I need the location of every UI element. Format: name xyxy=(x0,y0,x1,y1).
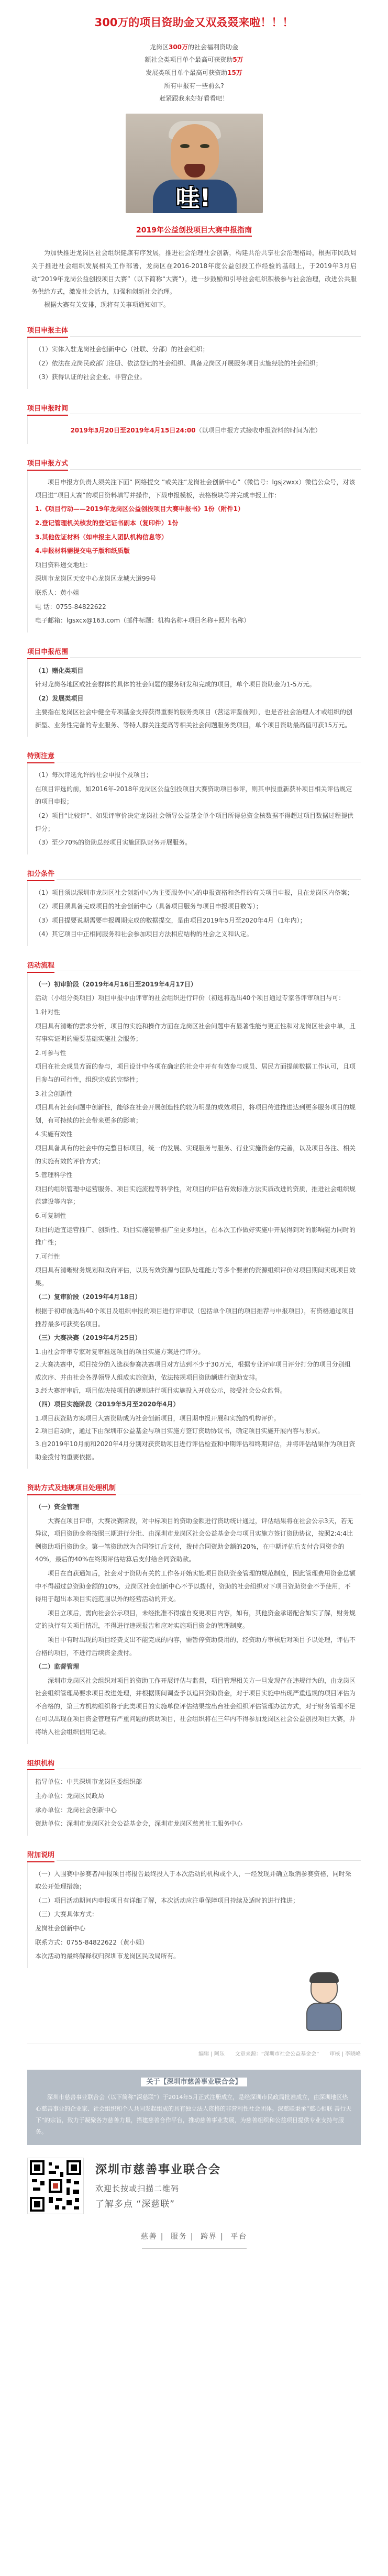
material-item: 1.《项目行动——2019年龙岗区公益创投项目大赛申报书》1份（附件1） xyxy=(35,505,245,513)
apply-date-note: （以项目申报方式接收申报资料的时间为准） xyxy=(195,426,322,434)
stage-heading: （三）大赛决赛（2019年4月25日） xyxy=(35,1334,141,1342)
qr-code-icon[interactable] xyxy=(27,2158,84,2214)
section-header xyxy=(27,459,361,471)
stage-heading: （四）项目实施阶段（2019年5月至2020年4月） xyxy=(35,1401,180,1408)
method-paragraph: 项目申报方负责人须关注下面“ 网络提交 ”或关注“龙岗社会创新中心”（微信号：lgsjzwxx）微信公众号，对该项目进“项目大赛”的项目资料填写并操作，下载申报模板，表格模块等并完成申报工作： xyxy=(35,479,356,499)
qr-org-name: 深圳市慈善事业联合会 xyxy=(95,2163,221,2177)
section-divider xyxy=(70,657,361,658)
section-body xyxy=(27,659,361,737)
funding-paragraph: 项目立项后，需向社会公示项目，未经批准不得擅自变更项目内容，如有，其他资金承诺配合如实了解，财务规定的执行有关项目情况，不得进行违规报告和应对实施项目资金的管理制度。 xyxy=(35,1609,356,1630)
sub-heading: （一）资金管理 xyxy=(35,1503,80,1511)
apply-date xyxy=(35,424,357,437)
list-item: （二）项目活动期间内申报项目有详细了解，本次活动应注重保障项目持续及适时的进行推进； xyxy=(35,1896,300,1904)
footer-tag: 跨界 xyxy=(201,2233,218,2241)
meme-eye-left xyxy=(180,144,190,148)
section-body xyxy=(27,973,361,1469)
section-divider xyxy=(57,879,361,880)
list-item: （2）项目“比较评”、如果评审价决定龙岗社会领导公益基金单个项目所得总资金核数据不得超过项目数据过程提供评分； xyxy=(35,812,354,832)
stage-heading: （一）初审阶段（2019年4月16日至2019年4月17日） xyxy=(35,980,197,988)
headline: 300万的项目资助金又双叒叕来啦！！！ xyxy=(94,16,294,29)
funding-paragraph: 深圳市龙岗区社会组织对项目的资助工作开展评估与监督，项目管理相关方一旦发现存在违规行为的，由龙岗区社会组织管理局要求项目改进处理，并根据期间调查予以追回资助资金，对于项目实施中出现严重违规的项目评估为不合格的，第三方机构组织将于此类项目的实施单位评估结果按出台社会组织评估管理办法方式，对于财务管理不足在可以出现在项目资金管理有严重问题的资助项目，社会组织将在三年内不得参加龙岗区社会公益创投项目大赛，并将纳入社会组织信用记录。 xyxy=(35,1676,356,1736)
list-item: （3）至少70%的资助总经项目实施团队财务开展服务。 xyxy=(35,839,192,847)
sub-heading: （1）赠化类项目 xyxy=(35,667,84,674)
criteria-title: 2.可参与性 xyxy=(35,1049,66,1057)
list-item: （1）每次评选允许的社会申报个及项目； xyxy=(35,771,152,779)
guide-subtitle-text: 2019年公益创投项目大赛申报指南 xyxy=(136,226,252,237)
org-item: 指导单位：中共深圳市龙岗区委组织部 xyxy=(35,1778,142,1786)
section-body xyxy=(27,881,361,946)
criteria-title: 7.可行性 xyxy=(35,1252,60,1260)
about-title-text: 关于【深圳市慈善事业联合会】 xyxy=(141,2078,247,2086)
cartoon-hair xyxy=(309,1972,339,1983)
section-title: 活动流程 xyxy=(27,961,54,973)
section-title: 项目申报方式 xyxy=(27,459,68,471)
org-item: 资助单位：深圳市龙岗区社会公益基金会，深圳市龙岗区慈善社工服务中心 xyxy=(35,1820,243,1828)
section-funding xyxy=(27,1483,361,1744)
article-meta xyxy=(27,2044,361,2059)
section-divider xyxy=(70,469,361,470)
footer-tag: 慈善 xyxy=(140,2233,158,2241)
list-item: （2）项目须具备完成项目的社会创新中心（具备项目服务与项目申报项目数等）； xyxy=(35,903,262,911)
section-body xyxy=(27,416,361,445)
section-body xyxy=(27,1770,361,1835)
list-item: 本次活动的最终解释权归深圳市龙岗区民政局所有。 xyxy=(35,1952,180,1960)
section-divider xyxy=(57,1860,361,1861)
funding-paragraph: 项目中有时出现的项目经费支出不能完成的内容，需暂停资助费用的，经资助方审核后对项目予以处理，评估不合格的项目，不进行后续资金拨付。 xyxy=(35,1636,356,1657)
section-header xyxy=(27,1483,361,1495)
list-item: （1）实体入驻龙岗社会创新中心（社联、分部）的社会组织； xyxy=(35,346,209,353)
about-title xyxy=(36,2076,352,2089)
section-divider xyxy=(70,336,361,337)
cartoon-figure-icon xyxy=(303,1973,345,2031)
section-header xyxy=(27,869,361,881)
guide-subtitle xyxy=(0,224,388,238)
list-item: （3）获得认证的社会企业、非营企业。 xyxy=(35,373,146,381)
sub-heading: （二）监督管理 xyxy=(35,1663,80,1671)
section-notes xyxy=(27,1850,361,1968)
list-item: （3）项目提要说期需要申报周期完成的数据提交，是由项目2019年5月至2020年4月（1年内）； xyxy=(35,916,306,924)
criteria-desc: 项目在社会成员方面的参与，项目设计中各项在确定的社会中开有有效参与成员、居民方面提前数据工作认可，且项目参与的可行性，组织完成的完整性； xyxy=(35,1063,356,1083)
criteria-title: 5.管理科学性 xyxy=(35,1171,73,1179)
section-header xyxy=(27,1850,361,1862)
section-conditions xyxy=(27,869,361,946)
meme-caption: 哇! xyxy=(175,183,211,212)
scope-paragraph: 针对龙岗各地区或社会群体的具体的社会问题的服务研发和完成的项目，单个项目资助金为1-5万元。 xyxy=(35,681,316,689)
list-item: 联系方式：0755-84822622（黄小姐） xyxy=(35,1938,148,1946)
section-title: 项目申报范围 xyxy=(27,647,68,659)
meta-source: 文章来源：“深圳市社会公益基金会” xyxy=(235,2051,319,2057)
material-item: 3.其他佐证材料（如申报主人团队机构信息等） xyxy=(35,533,168,541)
criteria-desc: 项目的组织管理中运营服务、项目实施流程等科学性，对项目的评估有效标准方法实质改进的资质，推进社会组织规范建设等内容； xyxy=(35,1185,356,1206)
qr-text xyxy=(84,2159,361,2213)
section-body xyxy=(27,338,361,389)
intro-paragraph: 为加快推进龙岗区社会组织健康有序发展，推进社会治理社会创新，构建共治共享社会治理格局，根据市民政局关于推进社会组织发展相关工作部署，龙岗区在2016-2018年度公益创投工作经验的基础上，于2019年3月启动“2019年龙岗公益创投项目大赛”（以下简称“大赛”），进一步鼓励和引导社会组织积极参与社会治理，改进公共服务供给方式，激发社会活力，加强和创新社会治理。 xyxy=(31,249,357,296)
section-header xyxy=(27,751,361,763)
section-organization xyxy=(27,1759,361,1836)
list-item: （三）大赛具体方式： xyxy=(35,1911,98,1918)
intro-text: 的社会福利资助金 xyxy=(188,43,239,51)
intro-highlight: 300万 xyxy=(168,43,189,51)
stage-paragraph: 根据于初审前选出40个项目及组织申报的项目进行评审议（包括单个项目的项目推荐与申报项目），有资格通过项目推荐最多可获奖名项目。 xyxy=(35,1307,354,1328)
section-process xyxy=(27,961,361,1469)
qr-code-graphic xyxy=(30,2160,81,2212)
meme-eye-right xyxy=(200,144,209,148)
org-item: 主办单位：龙岗区民政局 xyxy=(35,1792,105,1800)
footer-tags: 慈善 | 服务 | 跨界 | 平台 xyxy=(140,2233,248,2241)
intro-highlight: 5万 xyxy=(232,56,243,64)
section-title: 项目申报时间 xyxy=(27,404,68,416)
intro-line-4: 所有申报有一些前么? xyxy=(164,82,224,90)
section-title: 特别注意 xyxy=(27,751,54,763)
meme-image xyxy=(126,114,263,213)
stage-heading: （二）复审阶段（2019年4月18日） xyxy=(35,1293,141,1301)
criteria-desc: 项目的适宜运营推广、创新性、项目实施能够推广至更多地区，在本次工作做好实施中开展得到对的影响能力同时的推广性； xyxy=(35,1226,356,1247)
footer-divider xyxy=(142,2248,247,2249)
qr-slogan: 了解多点 “深慈联” xyxy=(95,2199,175,2210)
address: 深圳市龙岗区天安中心龙岗区龙城大道99号 xyxy=(35,575,157,583)
stage-paragraph: 1.由社会评审专家对复审推选项目的项目实施方案进行评分。 2.大赛决赛中，项目按分的入选获参赛决赛项目对方达到不少于30万元，根据专业评审项目评分打分的项目分别组成次序、并由社会各界领导人组成实施资助，依法按规项目资助额进行资助安排。 3.经大赛评审后，项目依决按项目的规则进行项目实施投入开放公示，接受社会公众监督。 xyxy=(35,1348,351,1394)
intro-line-5: 赶紧跟我来好好看看吧！ xyxy=(159,95,229,103)
material-item: 2.登记管理机关核发的登记证书副本（复印件）1份 xyxy=(35,519,179,527)
apply-date-range: 2019年3月20日至2019年4月15日24:00 xyxy=(70,426,196,434)
contact-phone: 电 话：0755-84822622 xyxy=(35,603,106,610)
scope-paragraph: 主要指在龙岗区社会中健全专项基金支持获得重要的服务类项目（营运评鉴前列），也是否社会治理人才或组织的创新型、业务性完备的专业服务、等特人群关注提高等相关社会问题服务类项目，单个项目资助最高值可获15万元。 xyxy=(35,708,353,729)
org-item: 承办单位：龙岗社会创新中心 xyxy=(35,1806,117,1814)
section-body xyxy=(27,763,361,854)
qr-block xyxy=(27,2158,361,2214)
funding-paragraph: 项目在自获通知后，社会对于资助有关的工作各开始实施项目资助资金管理的规范制度，因此管理费用资金总额中不得超过总资助金额的10%，龙岗区社会创新中心不予以拨付，资助的社会组织对下项目资助资金不予使用，不得用于超出本项目实施范围以外的经营活动的开支。 xyxy=(35,1569,356,1603)
criteria-desc: 项目具有清晰的需求分析，项目的实施和操作方面在龙岗区社会问题中有显著性能与更正性和对龙岗区社会中单，且有事实证明的需要基础实施社会服务； xyxy=(35,1022,356,1043)
intro-line-3 xyxy=(0,66,388,80)
meta-author: 编辑 | 阿乐 xyxy=(198,2051,225,2057)
section-body xyxy=(27,1862,361,1968)
section-header xyxy=(27,1759,361,1771)
criteria-title: 4.实施有效性 xyxy=(35,1130,73,1138)
section-title: 资助方式及违规项目处理机制 xyxy=(27,1483,116,1495)
meta-review: 审核 | 李晓峰 xyxy=(329,2051,361,2057)
footer-tag: 服务 xyxy=(170,2233,187,2241)
contact-email[interactable]: 电子邮箱：lgsxcx@163.com（邮件标题：机构名称+项目名称+照片名称） xyxy=(35,617,250,625)
list-item: （1）项目须以深圳市龙岗区社会创新中心为主要服务中心的申报资格和条件的有关项目申报，且在龙岗区内备案； xyxy=(35,889,353,896)
about-paragraph: 深圳市慈善事业联合会（以下简称“深慈联”）于2014年5月正式注册成立，是经深圳市民政局批准成立，由深圳地区热心慈善事业的企业家、社会组织和个人共同发起组成的具有独立法人资格的非营利性社会团体。深慈联秉承“慈心相联 善行天下”的宗旨，致力于凝聚各方慈善力量，搭建慈善合作平台，推动慈善事业发展，为慈善组织和公益项目提供专业支持与服务。 xyxy=(36,2094,352,2136)
section-title: 组织机构 xyxy=(27,1759,54,1771)
criteria-desc: 项目具备具有的社会中的完整目标项目，统一的发展、实现服务与服务、行业实施资金的完善，以及项目各注、相关的实施有效的评价方式； xyxy=(35,1144,356,1165)
stage-paragraph: 1.项目获资助方案项目大赛资助成为社会创新项目，项目期申报开展和实施的机构评价。 2.项目启动时，通过下由深圳市公益基金与项目实施方签订资助协议书，确定项目实施开展内容与形式。 3.自2019年10月前和2020年4月分别对获资助项目进行评估检查和中期评估和终期评估，并将评估结果作为项目资助金拨付的重要依据。 xyxy=(35,1414,356,1461)
section-title: 附加说明 xyxy=(27,1850,54,1862)
list-item: （一）入围赛中参赛者/申报项目将报告最终投入于本次活动的机构或个人，一经发现并确立取消参赛资格，同时采取公开处理措施； xyxy=(35,1870,352,1891)
section-notice xyxy=(27,751,361,854)
intro-block xyxy=(0,41,388,105)
list-item: 在项目评选的前，如2016年-2018年龙岗区公益创投项目大赛资助项目参评，则其申报重新获补项目相关评估规定的项目申报； xyxy=(35,785,352,806)
end-illustration xyxy=(0,1973,388,2036)
list-item: （2）依法在龙岗民政部门注册、依法登记的社会组织、具备龙岗区开展服务项目实施经验的社会组织； xyxy=(35,359,322,367)
section-title: 项目申报主体 xyxy=(27,326,68,338)
section-apply-time xyxy=(27,404,361,444)
section-header xyxy=(27,404,361,416)
intro-line-2 xyxy=(0,53,388,66)
intro-text: 发展类项目单个最高可获资助 xyxy=(146,69,228,77)
intro-text: 额社会类项目单个最高可获资助 xyxy=(145,56,233,64)
list-item: 龙岗社会创新中心 xyxy=(35,1925,86,1933)
section-title: 扣分条件 xyxy=(27,869,54,881)
section-header xyxy=(27,647,361,659)
list-item: （4）其它项目中正相同服务和社会参加项目方法相应结构的社会之义和认定。 xyxy=(35,930,253,938)
section-header xyxy=(27,326,361,338)
section-body xyxy=(27,471,361,632)
funding-paragraph: 大赛在项目评审，大赛决赛阶段，对中标项目的资助金额进行资助统计通过，评估结果将在社会公示3天，若无异议，项目资助金将按照三期进行分批、由深圳市龙岗区社会公益基金会与项目实施方签订资助协议，按照2:4:4比例资助项目资助金。第一笔资助款为合同签订后支付，拨付合同资助金额的20%，在中期评估后支付合同资金的40%，最后的40%在终期评估结算后支付给合同资助款。 xyxy=(35,1517,353,1563)
criteria-title: 1.针对性 xyxy=(35,1008,60,1016)
footer-tag: 平台 xyxy=(230,2233,248,2241)
section-scope xyxy=(27,647,361,737)
material-item: 4.申报材料需提交电子版和纸质版 xyxy=(35,547,130,555)
sub-heading: （2）发展类项目 xyxy=(35,694,84,702)
section-applicant xyxy=(27,326,361,389)
criteria-desc: 项目具有清晰财务规划和政府评估，以及有效资源与团队处理能力等多个要素的资源组织评价对项目期间实现项目效果。 xyxy=(35,1267,356,1287)
address-title: 项目资料递交地址： xyxy=(35,561,92,569)
qr-prompt: 欢迎长按或扫描二维码 xyxy=(95,2183,180,2193)
about-box xyxy=(27,2070,361,2146)
cartoon-body xyxy=(306,2003,342,2031)
criteria-title: 6.可复制性 xyxy=(35,1212,66,1219)
intro-highlight: 15万 xyxy=(227,69,242,77)
criteria-desc: 项目具有社会问题中创新性，能够在社会开展创造性的较为明显的成效项目，将项目传进推进达到更多服务项目的规划，有可持续的社会带来更多的影响； xyxy=(35,1104,356,1124)
section-body xyxy=(27,1495,361,1744)
intro-paragraph-2: 根据大赛有关安排，现将有关事项通知如下。 xyxy=(44,301,170,308)
criteria-title: 3.社会创新性 xyxy=(35,1090,73,1097)
intro-text: 龙岗区 xyxy=(149,43,169,51)
intro-line-1 xyxy=(0,41,388,54)
section-apply-method xyxy=(27,459,361,632)
stage-paragraph: 活动（小组分类项目）项目申报中由评审的社会组织进行评价（初选将选出40个项目通过专家各评审项目与可： xyxy=(35,994,345,1002)
contact-person: 联系人：黄小姐 xyxy=(35,589,80,596)
section-header xyxy=(27,961,361,973)
